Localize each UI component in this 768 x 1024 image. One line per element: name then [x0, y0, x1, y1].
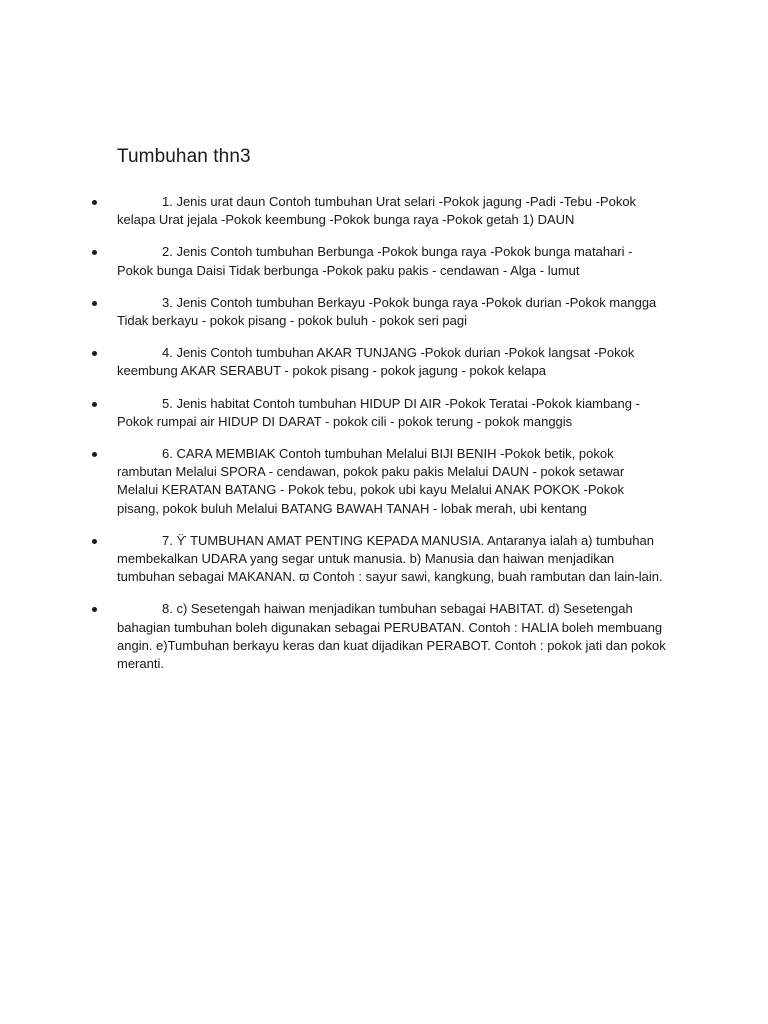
list-item-text: 3. Jenis Contoh tumbuhan Berkayu -Pokok bunga raya -Pokok durian -Pokok mangga Tidak berkayu - pokok pisang - pokok buluh - pokok seri pagi: [117, 294, 657, 329]
bullet-list: [0, 193, 768, 687]
list-item-text: 2. Jenis Contoh tumbuhan Berbunga -Pokok bunga raya -Pokok bunga matahari -Pokok bunga Daisi Tidak berbunga -Pokok paku pakis - cendawan - Alga - lumut: [117, 244, 633, 278]
document-title: Tumbuhan thn3: [117, 146, 251, 167]
bullet-icon: [92, 607, 97, 612]
bullet-icon: [92, 250, 97, 255]
bullet-icon: [92, 351, 97, 356]
list-item-text: 6. CARA MEMBIAK Contoh tumbuhan Melalui BIJI BENIH -Pokok betik, pokok rambutan Melalui SPORA - cendawan, pokok paku pakis Melalui DAUN - pokok setawar Melalui KERATAN BATANG - Pokok tebu, pokok ubi kayu Melalui ANAK POKOK -Pokok pisang, pokok buluh Melalui BATANG BAWAH TANAH - lobak merah, ubi kentang: [117, 446, 625, 516]
bullet-icon: [92, 452, 97, 457]
list-item: [0, 193, 768, 229]
list-item-text: 8. c) Sesetengah haiwan menjadikan tumbuhan sebagai HABITAT. d) Sesetengah bahagian tumbuhan boleh digunakan sebagai PERUBATAN. Contoh : HALIA boleh membuang angin. e)Tumbuhan berkayu keras dan kuat dijadikan PERABOT. Contoh : pokok jati dan pokok meranti.: [117, 601, 666, 672]
list-item-text: 1. Jenis urat daun Contoh tumbuhan Urat selari -Pokok jagung -Padi -Tebu -Pokok kelapa Urat jejala -Pokok keembung -Pokok bunga raya -Pokok getah 1) DAUN: [117, 194, 637, 228]
list-item-text: 7. ϔ TUMBUHAN AMAT PENTING KEPADA MANUSIA. Antaranya ialah a) tumbuhan membekalkan UDARA yang segar untuk manusia. b) Manusia dan haiwan menjadikan tumbuhan sebagai MAKANAN. ϖ Contoh : sayur sawi, kangkung, buah rambutan dan lain-lain.: [117, 532, 663, 585]
list-item: [0, 600, 768, 673]
bullet-icon: [92, 402, 97, 407]
list-item-text: 5. Jenis habitat Contoh tumbuhan HIDUP DI AIR -Pokok Teratai -Pokok kiambang -Pokok rumpai air HIDUP DI DARAT - pokok cili - pokok terung - pokok manggis: [117, 395, 640, 429]
list-item: [0, 294, 768, 330]
list-item: [0, 344, 768, 380]
list-item: [0, 243, 768, 279]
bullet-icon: [92, 539, 97, 544]
list-item: [0, 445, 768, 518]
bullet-icon: [92, 301, 97, 306]
list-item: [0, 532, 768, 587]
list-item-text: 4. Jenis Contoh tumbuhan AKAR TUNJANG -Pokok durian -Pokok langsat -Pokok keembung AKAR SERABUT - pokok pisang - pokok jagung - pokok kelapa: [117, 345, 635, 379]
bullet-icon: [92, 200, 97, 205]
list-item: [0, 395, 768, 431]
